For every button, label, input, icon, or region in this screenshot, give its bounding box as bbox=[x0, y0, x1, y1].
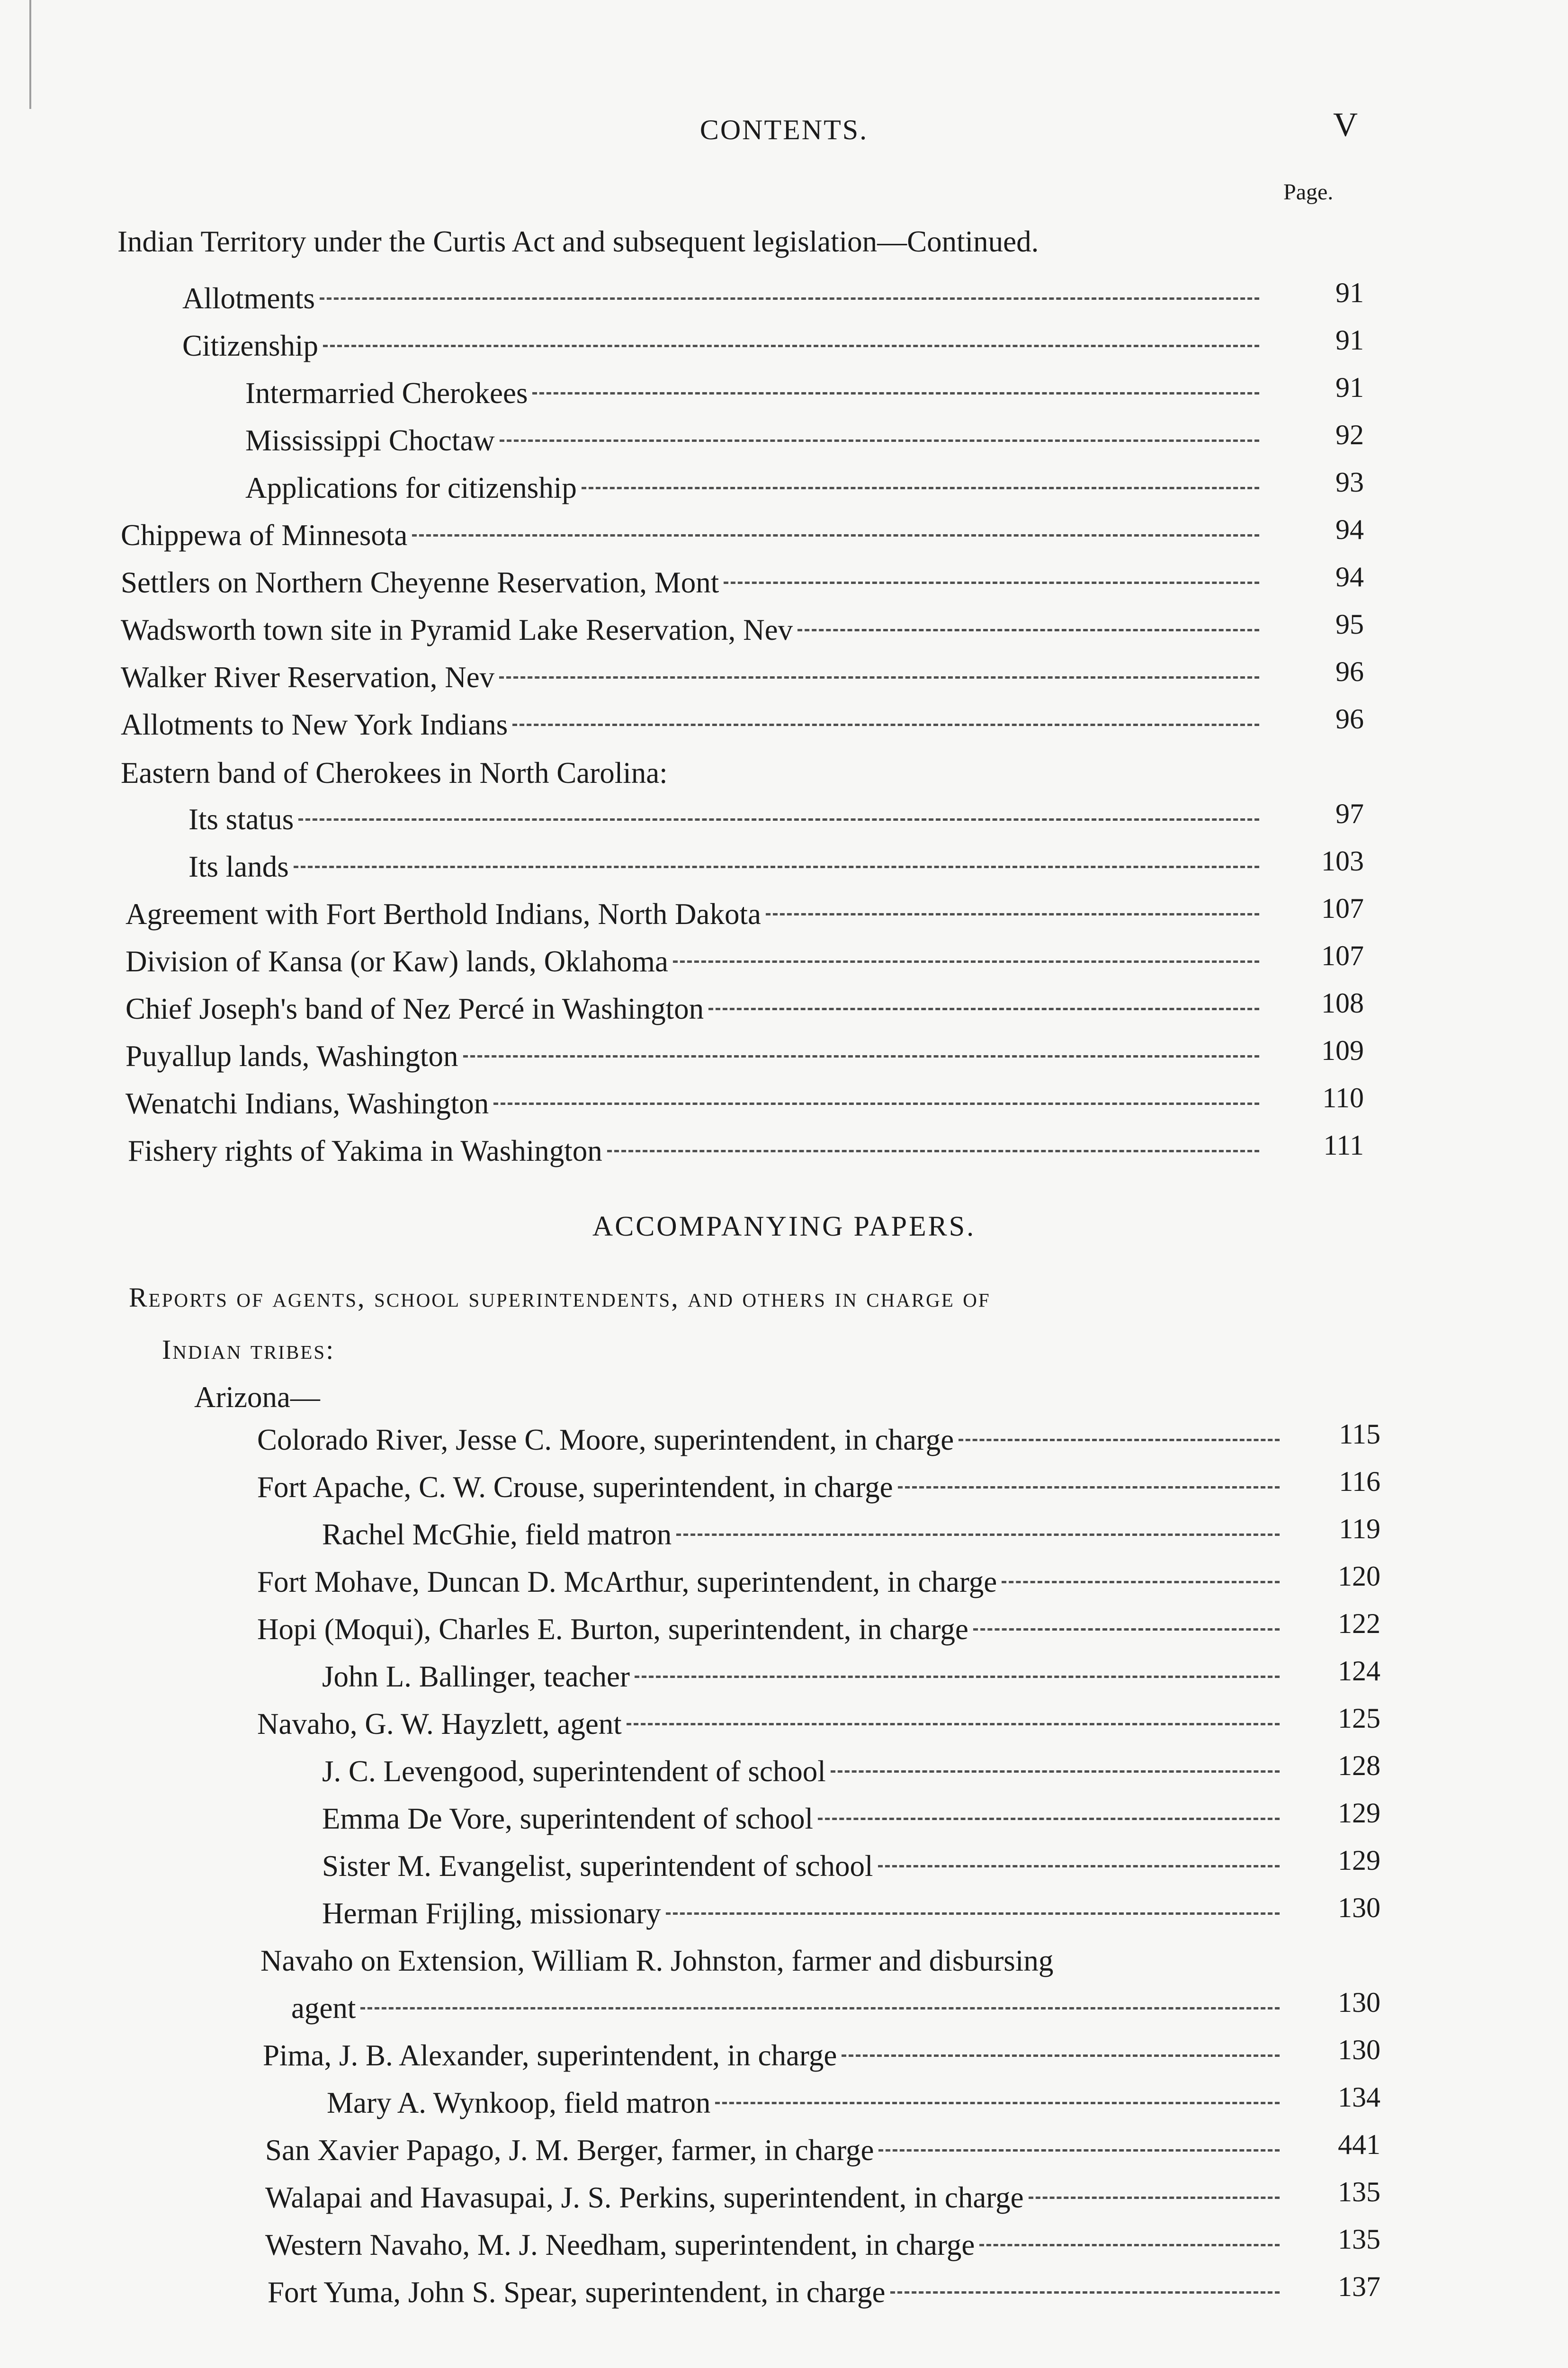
dot-leader bbox=[878, 2149, 1280, 2152]
toc-entry-line bbox=[322, 1511, 1282, 1558]
dot-leader bbox=[1029, 2197, 1280, 2199]
dot-leader bbox=[959, 1439, 1280, 1441]
toc-page-number: 97 bbox=[1335, 798, 1364, 829]
toc-entry-title: Navaho, G. W. Hayzlett, agent bbox=[257, 1707, 622, 1740]
toc-entry-line bbox=[322, 1842, 1282, 1890]
toc-page-number: 107 bbox=[1321, 893, 1364, 924]
toc-entry-title: Settlers on Northern Cheyenne Reservation, Mont bbox=[121, 566, 719, 599]
toc-entry-line bbox=[182, 275, 1262, 322]
toc-entry-line bbox=[268, 2269, 1282, 2316]
toc-entry-title: Western Navaho, M. J. Needham, superintendent, in charge bbox=[265, 2228, 975, 2261]
toc-entry-title: Fort Yuma, John S. Spear, superintendent, in charge bbox=[268, 2276, 886, 2309]
toc-entry-title: Applications for citizenship bbox=[245, 471, 577, 504]
toc-page-number: 93 bbox=[1335, 466, 1364, 498]
toc-page-number: 107 bbox=[1321, 940, 1364, 971]
toc-entry bbox=[0, 464, 1568, 511]
toc-entry-title: Wenatchi Indians, Washington bbox=[125, 1087, 489, 1120]
toc-entry bbox=[0, 511, 1568, 559]
toc-entry-line bbox=[263, 2032, 1282, 2079]
toc-entry bbox=[0, 1700, 1568, 1748]
toc-page-number: 137 bbox=[1338, 2271, 1380, 2302]
toc-entry-line bbox=[257, 1463, 1282, 1511]
dot-leader bbox=[298, 818, 1259, 821]
dot-leader bbox=[1002, 1581, 1280, 1583]
toc-entry bbox=[0, 275, 1568, 322]
running-head: CONTENTS. bbox=[699, 114, 869, 145]
toc-entry-line bbox=[265, 2221, 1282, 2269]
toc-entry bbox=[0, 796, 1568, 843]
toc-entry-title: Pima, J. B. Alexander, superintendent, in charge bbox=[263, 2039, 837, 2072]
toc-entry-line bbox=[121, 654, 1262, 701]
toc-page-number: 130 bbox=[1338, 1987, 1380, 2018]
scan-edge-mark bbox=[29, 0, 31, 109]
toc-entry-line bbox=[182, 322, 1262, 369]
toc-page-number: 130 bbox=[1338, 1892, 1380, 1923]
toc-entry-title: Navaho on Extension, William R. Johnston, farmer and disbursing bbox=[260, 1944, 1054, 1977]
dot-leader bbox=[627, 1723, 1280, 1725]
dot-leader bbox=[360, 2007, 1280, 2009]
toc-entry-title: John L. Ballinger, teacher bbox=[322, 1660, 630, 1693]
toc-entry-title: Its lands bbox=[188, 850, 289, 883]
toc-entry-line bbox=[121, 511, 1262, 559]
section-heading: Indian Territory under the Curtis Act and subsequent legislation—Continued. bbox=[117, 225, 1039, 258]
dot-leader bbox=[878, 1865, 1280, 1867]
toc-entry bbox=[0, 1937, 1568, 1984]
toc-entry-line bbox=[291, 1984, 1282, 2032]
dot-leader bbox=[499, 676, 1259, 679]
dot-leader bbox=[898, 1486, 1280, 1489]
dot-leader bbox=[715, 2102, 1280, 2104]
toc-entry bbox=[0, 1606, 1568, 1653]
toc-entry bbox=[0, 985, 1568, 1032]
dot-leader bbox=[890, 2291, 1280, 2294]
toc-entry-title: Emma De Vore, superintendent of school bbox=[322, 1802, 813, 1835]
toc-entry-line bbox=[260, 1937, 1468, 1984]
dot-leader bbox=[973, 1628, 1280, 1631]
toc-entry bbox=[0, 938, 1568, 985]
dot-leader bbox=[294, 866, 1259, 868]
reports-intro-line1: Reports of agents, school superintendents, and others in charge of bbox=[129, 1282, 991, 1313]
toc-entry bbox=[0, 1558, 1568, 1606]
toc-page-number: 94 bbox=[1335, 561, 1364, 592]
toc-page-number: 103 bbox=[1321, 845, 1364, 877]
dot-leader bbox=[512, 724, 1259, 726]
dot-leader bbox=[493, 1103, 1259, 1105]
toc-entry-title: Fort Mohave, Duncan D. McArthur, superintendent, in charge bbox=[257, 1565, 997, 1598]
dot-leader bbox=[673, 960, 1259, 963]
dot-leader bbox=[979, 2244, 1280, 2246]
dot-leader bbox=[766, 913, 1259, 915]
toc-page-number: 108 bbox=[1321, 987, 1364, 1019]
toc-entry bbox=[0, 1127, 1568, 1175]
toc-entry bbox=[0, 559, 1568, 606]
toc-entry-title: Walker River Reservation, Nev bbox=[121, 661, 495, 694]
dot-leader bbox=[676, 1534, 1280, 1536]
toc-entry-line bbox=[121, 749, 1468, 797]
toc-entry-title: Chippewa of Minnesota bbox=[121, 519, 408, 552]
toc-entry bbox=[0, 417, 1568, 464]
toc-page-number: 441 bbox=[1338, 2129, 1380, 2160]
toc-page-number: 135 bbox=[1338, 2176, 1380, 2207]
toc-entry-title: agent bbox=[291, 1991, 356, 2025]
toc-entry bbox=[0, 2269, 1568, 2316]
toc-page-number: 129 bbox=[1338, 1797, 1380, 1829]
toc-entry-title: Wadsworth town site in Pyramid Lake Reservation, Nev bbox=[121, 613, 793, 646]
toc-page-number: 94 bbox=[1335, 514, 1364, 545]
toc-entry bbox=[0, 1080, 1568, 1127]
toc-entry-title: San Xavier Papago, J. M. Berger, farmer, in charge bbox=[265, 2134, 874, 2167]
toc-entry-line bbox=[125, 938, 1262, 985]
toc-entry-title: Mary A. Wynkoop, field matron bbox=[327, 2086, 711, 2119]
toc-page-number: 125 bbox=[1338, 1703, 1380, 1734]
dot-leader bbox=[582, 487, 1259, 489]
toc-entry-title: Colorado River, Jesse C. Moore, superintendent, in charge bbox=[257, 1423, 954, 1456]
toc-page-number: 122 bbox=[1338, 1608, 1380, 1639]
toc-entry bbox=[0, 1748, 1568, 1795]
dot-leader bbox=[818, 1818, 1280, 1820]
toc-entry-line bbox=[322, 1890, 1282, 1937]
toc-entry-line bbox=[125, 890, 1262, 938]
toc-entry bbox=[0, 890, 1568, 938]
toc-entry bbox=[0, 701, 1568, 748]
accompanying-papers-title: ACCOMPANYING PAPERS. bbox=[592, 1211, 976, 1242]
toc-entry-title: Sister M. Evangelist, superintendent of school bbox=[322, 1849, 873, 1883]
toc-entry bbox=[0, 1984, 1568, 2032]
toc-page-number: 109 bbox=[1321, 1035, 1364, 1066]
toc-entry bbox=[0, 1890, 1568, 1937]
toc-entry-title: Mississippi Choctaw bbox=[245, 424, 495, 457]
reports-intro-line2: Indian tribes: bbox=[162, 1334, 335, 1365]
dot-leader bbox=[724, 582, 1259, 584]
dot-leader bbox=[500, 440, 1259, 442]
page-folio: V bbox=[1333, 106, 1358, 144]
toc-entry-line bbox=[257, 1700, 1282, 1748]
toc-entry-title: Citizenship bbox=[182, 329, 318, 362]
toc-entry-line bbox=[128, 1127, 1262, 1175]
toc-entry-title: Eastern band of Cherokees in North Carolina: bbox=[121, 756, 668, 789]
dot-leader bbox=[607, 1150, 1259, 1152]
state-heading: Arizona— bbox=[194, 1381, 320, 1414]
toc-page-number: 110 bbox=[1322, 1082, 1364, 1113]
toc-entry bbox=[0, 322, 1568, 369]
toc-page-number: 129 bbox=[1338, 1845, 1380, 1876]
dot-leader bbox=[635, 1676, 1280, 1678]
dot-leader bbox=[532, 392, 1259, 395]
toc-page-number: 116 bbox=[1339, 1466, 1380, 1497]
toc-entry bbox=[0, 2174, 1568, 2221]
toc-entry-line bbox=[257, 1606, 1282, 1653]
toc-entry-title: Allotments bbox=[182, 282, 315, 315]
toc-entry-line bbox=[125, 1080, 1262, 1127]
toc-entry-title: Fishery rights of Yakima in Washington bbox=[128, 1134, 602, 1167]
toc-entry-line bbox=[188, 796, 1262, 843]
toc-page-number: 96 bbox=[1335, 656, 1364, 687]
toc-entry bbox=[0, 1463, 1568, 1511]
toc-entry-line bbox=[322, 1653, 1282, 1700]
toc-entry-title: J. C. Levengood, superintendent of school bbox=[322, 1755, 826, 1788]
toc-entry bbox=[0, 2079, 1568, 2126]
dot-leader bbox=[708, 1008, 1259, 1010]
toc-page-number: 130 bbox=[1338, 2034, 1380, 2065]
toc-entry bbox=[0, 654, 1568, 701]
dot-leader bbox=[666, 1912, 1280, 1915]
toc-entry-line bbox=[257, 1416, 1282, 1463]
toc-page-number: 135 bbox=[1338, 2224, 1380, 2255]
toc-page-number: 115 bbox=[1339, 1418, 1380, 1450]
toc-entry-line bbox=[121, 559, 1262, 606]
toc-page-number: 91 bbox=[1335, 277, 1364, 308]
toc-entry-line bbox=[265, 2174, 1282, 2221]
toc-entry-line bbox=[125, 1032, 1262, 1080]
toc-entry bbox=[0, 1416, 1568, 1463]
toc-entry bbox=[0, 2032, 1568, 2079]
toc-entry bbox=[0, 843, 1568, 890]
toc-page-number: 91 bbox=[1335, 372, 1364, 403]
toc-page-number: 96 bbox=[1335, 703, 1364, 735]
toc-entry-title: Its status bbox=[188, 803, 294, 836]
toc-entry-title: Agreement with Fort Berthold Indians, North Dakota bbox=[125, 897, 761, 931]
toc-entry bbox=[0, 606, 1568, 654]
toc-entry bbox=[0, 1653, 1568, 1700]
toc-page-number: 128 bbox=[1338, 1750, 1380, 1781]
dot-leader bbox=[831, 1770, 1280, 1773]
toc-entry-line bbox=[121, 606, 1262, 654]
toc-entry-line bbox=[257, 1558, 1282, 1606]
toc-entry bbox=[0, 1511, 1568, 1558]
toc-entry-line bbox=[125, 985, 1262, 1032]
dot-leader bbox=[842, 2054, 1280, 2057]
toc-page-number: 91 bbox=[1335, 324, 1364, 356]
dot-leader bbox=[797, 629, 1259, 631]
toc-entry-title: Fort Apache, C. W. Crouse, superintendent, in charge bbox=[257, 1471, 893, 1504]
toc-entry-line bbox=[121, 701, 1262, 748]
toc-entry-line bbox=[245, 464, 1262, 511]
dot-leader bbox=[463, 1055, 1259, 1058]
toc-page-number: 120 bbox=[1338, 1561, 1380, 1592]
toc-entry-title: Allotments to New York Indians bbox=[121, 708, 508, 741]
toc-entry-title: Division of Kansa (or Kaw) lands, Oklahoma bbox=[125, 945, 668, 978]
toc-entry bbox=[0, 1795, 1568, 1842]
toc-entry bbox=[0, 1842, 1568, 1890]
toc-page-number: 92 bbox=[1335, 419, 1364, 450]
toc-entry-line bbox=[265, 2126, 1282, 2174]
toc-entry-line bbox=[322, 1748, 1282, 1795]
toc-entry bbox=[0, 2126, 1568, 2174]
dot-leader bbox=[412, 534, 1259, 537]
toc-entry-title: Walapai and Havasupai, J. S. Perkins, superintendent, in charge bbox=[265, 2181, 1024, 2214]
toc-page-number: 124 bbox=[1338, 1655, 1380, 1686]
toc-entry-title: Puyallup lands, Washington bbox=[125, 1040, 458, 1073]
dot-leader bbox=[320, 297, 1259, 300]
dot-leader bbox=[323, 345, 1259, 347]
toc-page-number: 134 bbox=[1338, 2081, 1380, 2113]
toc-entry-line bbox=[245, 369, 1262, 417]
toc-entry-title: Intermarried Cherokees bbox=[245, 377, 528, 410]
toc-page-number: 119 bbox=[1339, 1513, 1380, 1544]
toc-entry-line bbox=[322, 1795, 1282, 1842]
toc-page-number: 95 bbox=[1335, 609, 1364, 640]
toc-entry-title: Hopi (Moqui), Charles E. Burton, superintendent, in charge bbox=[257, 1613, 968, 1646]
toc-entry bbox=[0, 749, 1568, 797]
toc-entry bbox=[0, 1032, 1568, 1080]
toc-entry bbox=[0, 2221, 1568, 2269]
toc-entry-line bbox=[245, 417, 1262, 464]
toc-entry-line bbox=[188, 843, 1262, 890]
toc-entry-title: Herman Frijling, missionary bbox=[322, 1897, 661, 1930]
toc-entry-line bbox=[327, 2079, 1282, 2126]
page-column-label: Page. bbox=[1283, 179, 1334, 205]
toc-page-number: 111 bbox=[1323, 1130, 1364, 1161]
toc-entry-title: Chief Joseph's band of Nez Percé in Washington bbox=[125, 992, 704, 1025]
toc-entry-title: Rachel McGhie, field matron bbox=[322, 1518, 672, 1551]
toc-entry bbox=[0, 369, 1568, 417]
